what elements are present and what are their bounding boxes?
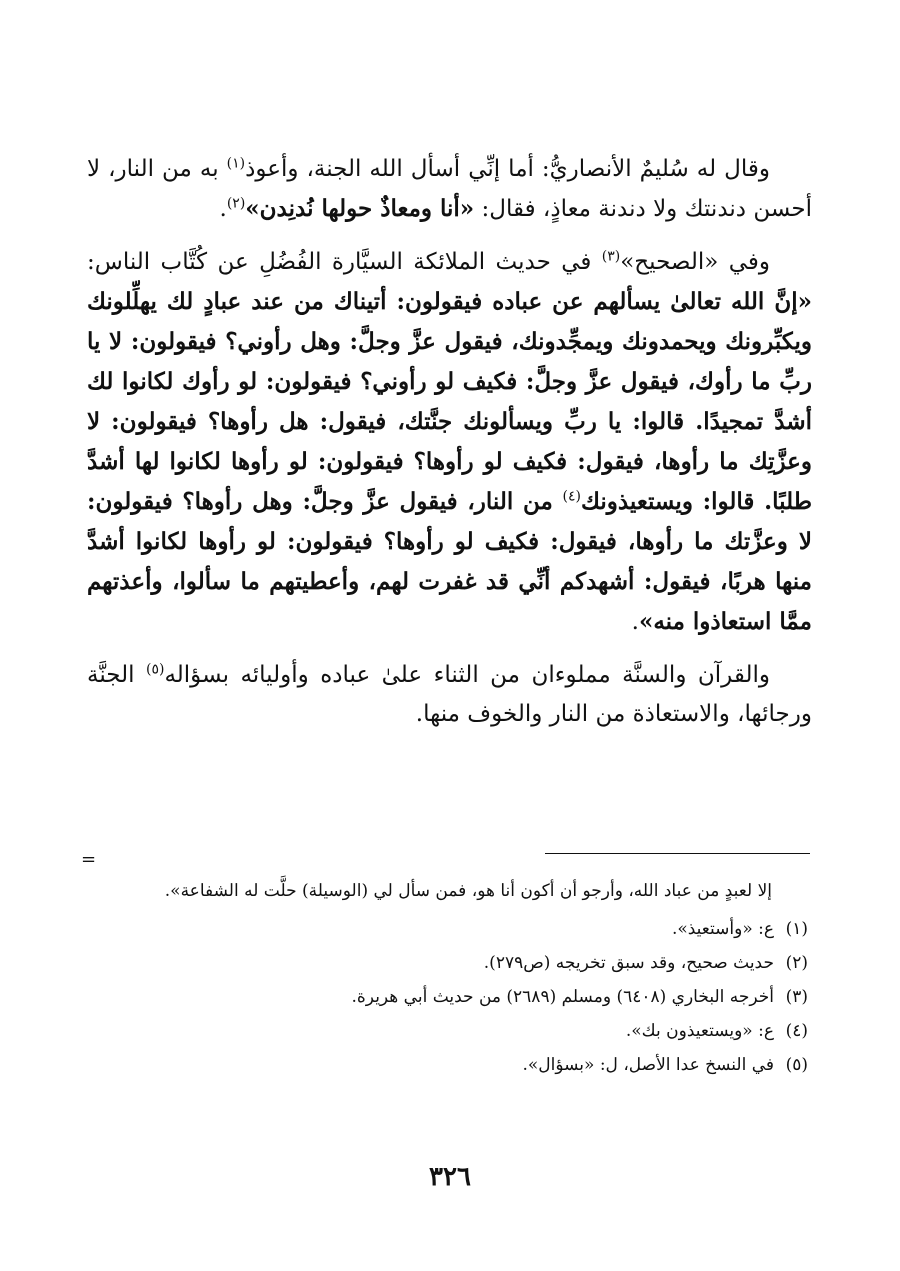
- footnotes: [86, 876, 808, 1084]
- paragraph-1: [87, 150, 812, 229]
- page-number: ٣٢٦: [429, 1162, 471, 1192]
- p1-quote: «أنا ومعاذٌ حولها نُدنِدن»: [245, 195, 475, 222]
- footnote-text: في النسخ عدا الأصل، ل: «بسؤال».: [522, 1055, 774, 1075]
- p1-text-c: .: [219, 196, 227, 222]
- footnote-ref-3: (٣): [601, 248, 621, 265]
- footnote-1: [86, 914, 808, 944]
- footnote-number: (٤): [785, 1021, 808, 1041]
- footnote-ref-1: (١): [226, 155, 246, 172]
- footnote-text: ع: «وأستعيذ».: [671, 919, 774, 939]
- footnote-text: أخرجه البخاري (٦٤٠٨) ومسلم (٢٦٨٩) من حديث أبي هريرة.: [351, 987, 774, 1007]
- footnote-separator: [545, 853, 810, 854]
- footnote-3: [86, 982, 808, 1012]
- footnote-continuation-mark: =: [81, 849, 97, 870]
- footnote-text: حديث صحيح، وقد سبق تخريجه (ص٢٧٩).: [483, 953, 774, 973]
- main-text: [87, 150, 812, 748]
- footnote-carry-over: إلا لعبدٍ من عباد الله، وأرجو أن أكون أنا هو، فمن سأل لي (الوسيلة) حلَّت له الشفاعة».: [164, 881, 772, 901]
- p1-text-a: وقال له سُليمٌ الأنصاريُّ: أما إنِّي أسأل الله الجنة، وأعوذ: [245, 156, 770, 182]
- footnote-number: (١): [785, 919, 808, 939]
- footnote-ref-5: (٥): [145, 661, 165, 678]
- footnote-4: [86, 1016, 808, 1046]
- footnote-ref-2: (٢): [226, 195, 246, 212]
- p2-text-c: .: [631, 609, 639, 635]
- p3-text-b: الجنَّة ورجائها، والاستعاذة من النار والخوف منها.: [87, 662, 812, 727]
- hadith-text-part-2: من النار، فيقول عزَّ وجلَّ: وهل رأوها؟ فيقولون: لا وعزَّتك ما رأوها، فيقول: فكيف لو رأوها؟ فيقولون: لو رأوها لكانوا أشدَّ منها هربًا، فيقول: أشهدكم أنِّي قد غفرت لهم، وأعطيتهم ما سألوا، وأعذتهم ممَّا استعاذوا منه»: [87, 488, 812, 635]
- p3-text-a: والقرآن والسنَّة مملوءان من الثناء علىٰ عباده وأوليائه بسؤاله: [164, 662, 771, 688]
- paragraph-3: [87, 656, 812, 734]
- p2-text-b: في حديث الملائكة السيَّارة الفُضُلِ عن كُتَّاب الناس:: [87, 249, 602, 275]
- footnote-number: (٥): [785, 1055, 808, 1075]
- footnote-ref-4: (٤): [562, 488, 581, 505]
- footnote-2: [86, 948, 808, 978]
- footnote-text: ع: «ويستعيذون بك».: [625, 1021, 774, 1041]
- paragraph-2: [87, 243, 812, 642]
- footnote-number: (٢): [785, 953, 808, 973]
- hadith-text-part-1: «إنَّ الله تعالىٰ يسألهم عن عباده فيقولون: أتيناك من عند عبادٍ لك يهلِّلونك ويكبِّرونك ويحمدونك ويمجِّدونك، فيقول عزَّ وجلَّ: وهل رأوني؟ فيقولون: لا يا ربِّ ما رأوك، فيقول عزَّ وجلَّ: فكيف لو رأوني؟ فيقولون: لو رأوك لكانوا لك أشدَّ تمجيدًا. قالوا: يا ربِّ ويسألونك جنَّتك، فيقول: هل رأوها؟ فيقولون: لا وعزَّتِك ما رأوها، فيقول: فكيف لو رأوها؟ فيقولون: لو رأوها لكانوا لها أشدَّ طلبًا. قالوا: ويستعيذونك: [87, 288, 812, 515]
- footnote-number: (٣): [785, 987, 808, 1007]
- p2-text-a: وفي «الصحيح»: [620, 249, 770, 275]
- footnote-5: [86, 1050, 808, 1080]
- p1-text-b: به من النار، لا أحسن دندنتك ولا دندنة معاذٍ، فقال:: [87, 156, 812, 222]
